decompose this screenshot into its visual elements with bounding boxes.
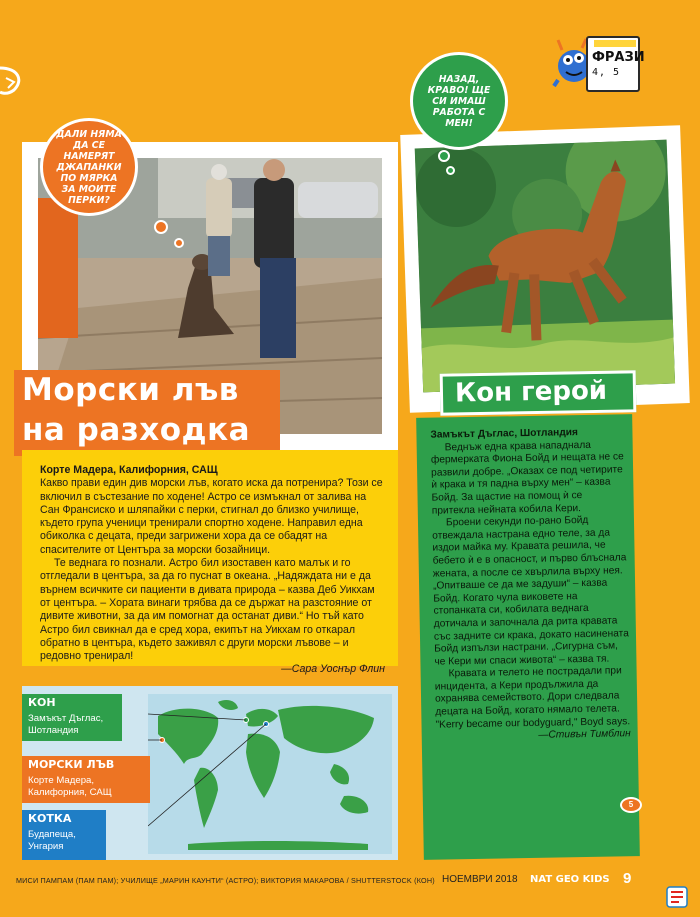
corner-logo-icon — [666, 886, 688, 908]
horse-speech-text: НАЗАД, КРАВО! ЩЕ СИ ИМАШ РАБОТА С МЕН! — [427, 73, 491, 129]
legend-sealion-title: МОРСКИ ЛЪВ — [28, 758, 115, 771]
brand-name: NAT GEO KIDS — [530, 874, 610, 885]
bubble-dot — [446, 166, 455, 175]
legend-cat-title: КОТКА — [28, 812, 72, 825]
horse-dateline: Замъкът Дъглас, Шотландия — [430, 427, 579, 441]
sealion-paragraph-1: Какво прави един див морски лъв, когато иска да потренира? Този се включил в състезание по ходене! Астро се измъкнал от залива на Сан Франсиско и шляпайки с перки, стигнал до близко училище, където група ученици тренирали спортно ходене. Направил една обиколка с децата, преди загрижени хора да се обадят на спасителите от Центъра за морски бозайници. — [40, 477, 383, 556]
photo-credits: МИСИ ПАМПАМ (ПАМ ПАМ); УЧИЛИЩЕ „МАРИН КАУНТИ“ (АСТРО); ВИКТОРИЯ МАКАРОВА / SHUTTERSTOCK (КОН) — [16, 876, 435, 885]
sealion-article — [22, 450, 398, 676]
issue-date: НОЕМВРИ 2018 — [442, 874, 518, 885]
horse-speech-bubble — [410, 52, 508, 150]
legend-cat-place: Будапеща, Унгария — [28, 829, 76, 852]
sealion-dateline: Корте Мадера, Калифорния, САЩ — [40, 464, 218, 476]
page-number: 9 — [623, 870, 632, 887]
sealion-headline-line-2: на разходка — [22, 412, 251, 448]
bubble-dot — [154, 220, 168, 234]
phrases-badge — [586, 36, 645, 92]
world-map-panel — [22, 686, 398, 860]
sealion-headline-box — [14, 370, 280, 456]
legend-horse — [22, 694, 122, 741]
horse-headline-box — [440, 370, 637, 415]
sealion-paragraph-2: Те веднага го познали. Астро бил изоставен като малък и го отгледали в центъра, за да го пуснат в океана. „Надяждата ни е да върнем всичките си пациенти в дивата природа – казва Деб Уикхам от центъра. – Хората винаги трябва да се държат на разстояние от дивите животни, за да им помогнат да останат диви.“ Но тъй като Астро бил свикнал да е сред хора, екипът на Уикхам го откарал обратно в центъра, където заживял с други морски лъвове – и редовно тренирал! — [40, 557, 375, 663]
sealion-byline: —Сара Уоснър Флин — [281, 663, 385, 676]
legend-sealion-place: Корте Мадера, Калифорния, САЩ — [28, 775, 112, 798]
horse-paragraph-3: Кравата и телето не пострадали при инцидента, а Кери продължила да охранява семейството. Дори следвала децата на Бойд, когато нямало телета. "Kerry became our bodyguard," Boyd says. — [434, 665, 631, 731]
horse-paragraph-2: Броени секунди по-рано Бойд отвеждала настрана едно теле, за да издои майка му. Кравата решила, че бебето ѝ е в опасност, и първо блъснала жената, а после се хвърлила върху нея. „Опитваше се да ме задуши“ – казва Бойд. Когато чула виковете на стопанката си, кобилата веднага дотичала и започнала да рита кравата със задните си крака, докато насинената Бойд изпълзи настрани. „Сигурна съм, че Кери ми спаси живота“ – казва тя. — [432, 515, 629, 668]
sealion-speech-text: ДАЛИ НЯМА ДА СЕ НАМЕРЯТ ДЖАПАНКИ ПО МЯРКА ЗА МОИТЕ ПЕРКИ? — [56, 128, 122, 206]
swirl-decoration-icon — [0, 60, 30, 100]
horse-photo-illustration — [415, 140, 675, 393]
bubble-dot — [438, 150, 450, 162]
horse-photo — [415, 140, 675, 393]
legend-sealion — [22, 756, 150, 803]
mini-logo — [594, 40, 636, 47]
legend-horse-place: Замъкът Дъглас, Шотландия — [28, 713, 104, 736]
footer — [0, 866, 700, 917]
horse-headline: Кон герой — [454, 375, 608, 409]
phrases-badge-pages: 4, 5 — [592, 67, 621, 78]
world-map — [148, 694, 392, 854]
legend-horse-title: КОН — [28, 696, 56, 709]
horse-byline: —Стивън Тимблин — [538, 728, 631, 742]
horse-article — [416, 414, 640, 860]
legend-cat — [22, 810, 106, 860]
phrases-badge-title: ФРАЗИ — [592, 50, 645, 65]
sealion-speech-bubble — [40, 118, 138, 216]
page-marker-bubble: 5 — [620, 797, 642, 813]
horse-paragraph-1: Веднъж една крава нападнала фермерката Фиона Бойд и нещата не се развили добре. „Оказах се под четирите ѝ крака и тя падна върху мен“ – казва Бойд. За щастие на помощ ѝ се притекла нейната кобила Кери. — [430, 439, 624, 517]
bubble-dot — [174, 238, 184, 248]
sealion-headline-line-1: Морски лъв — [22, 372, 239, 408]
horse-photo-frame — [400, 125, 690, 413]
